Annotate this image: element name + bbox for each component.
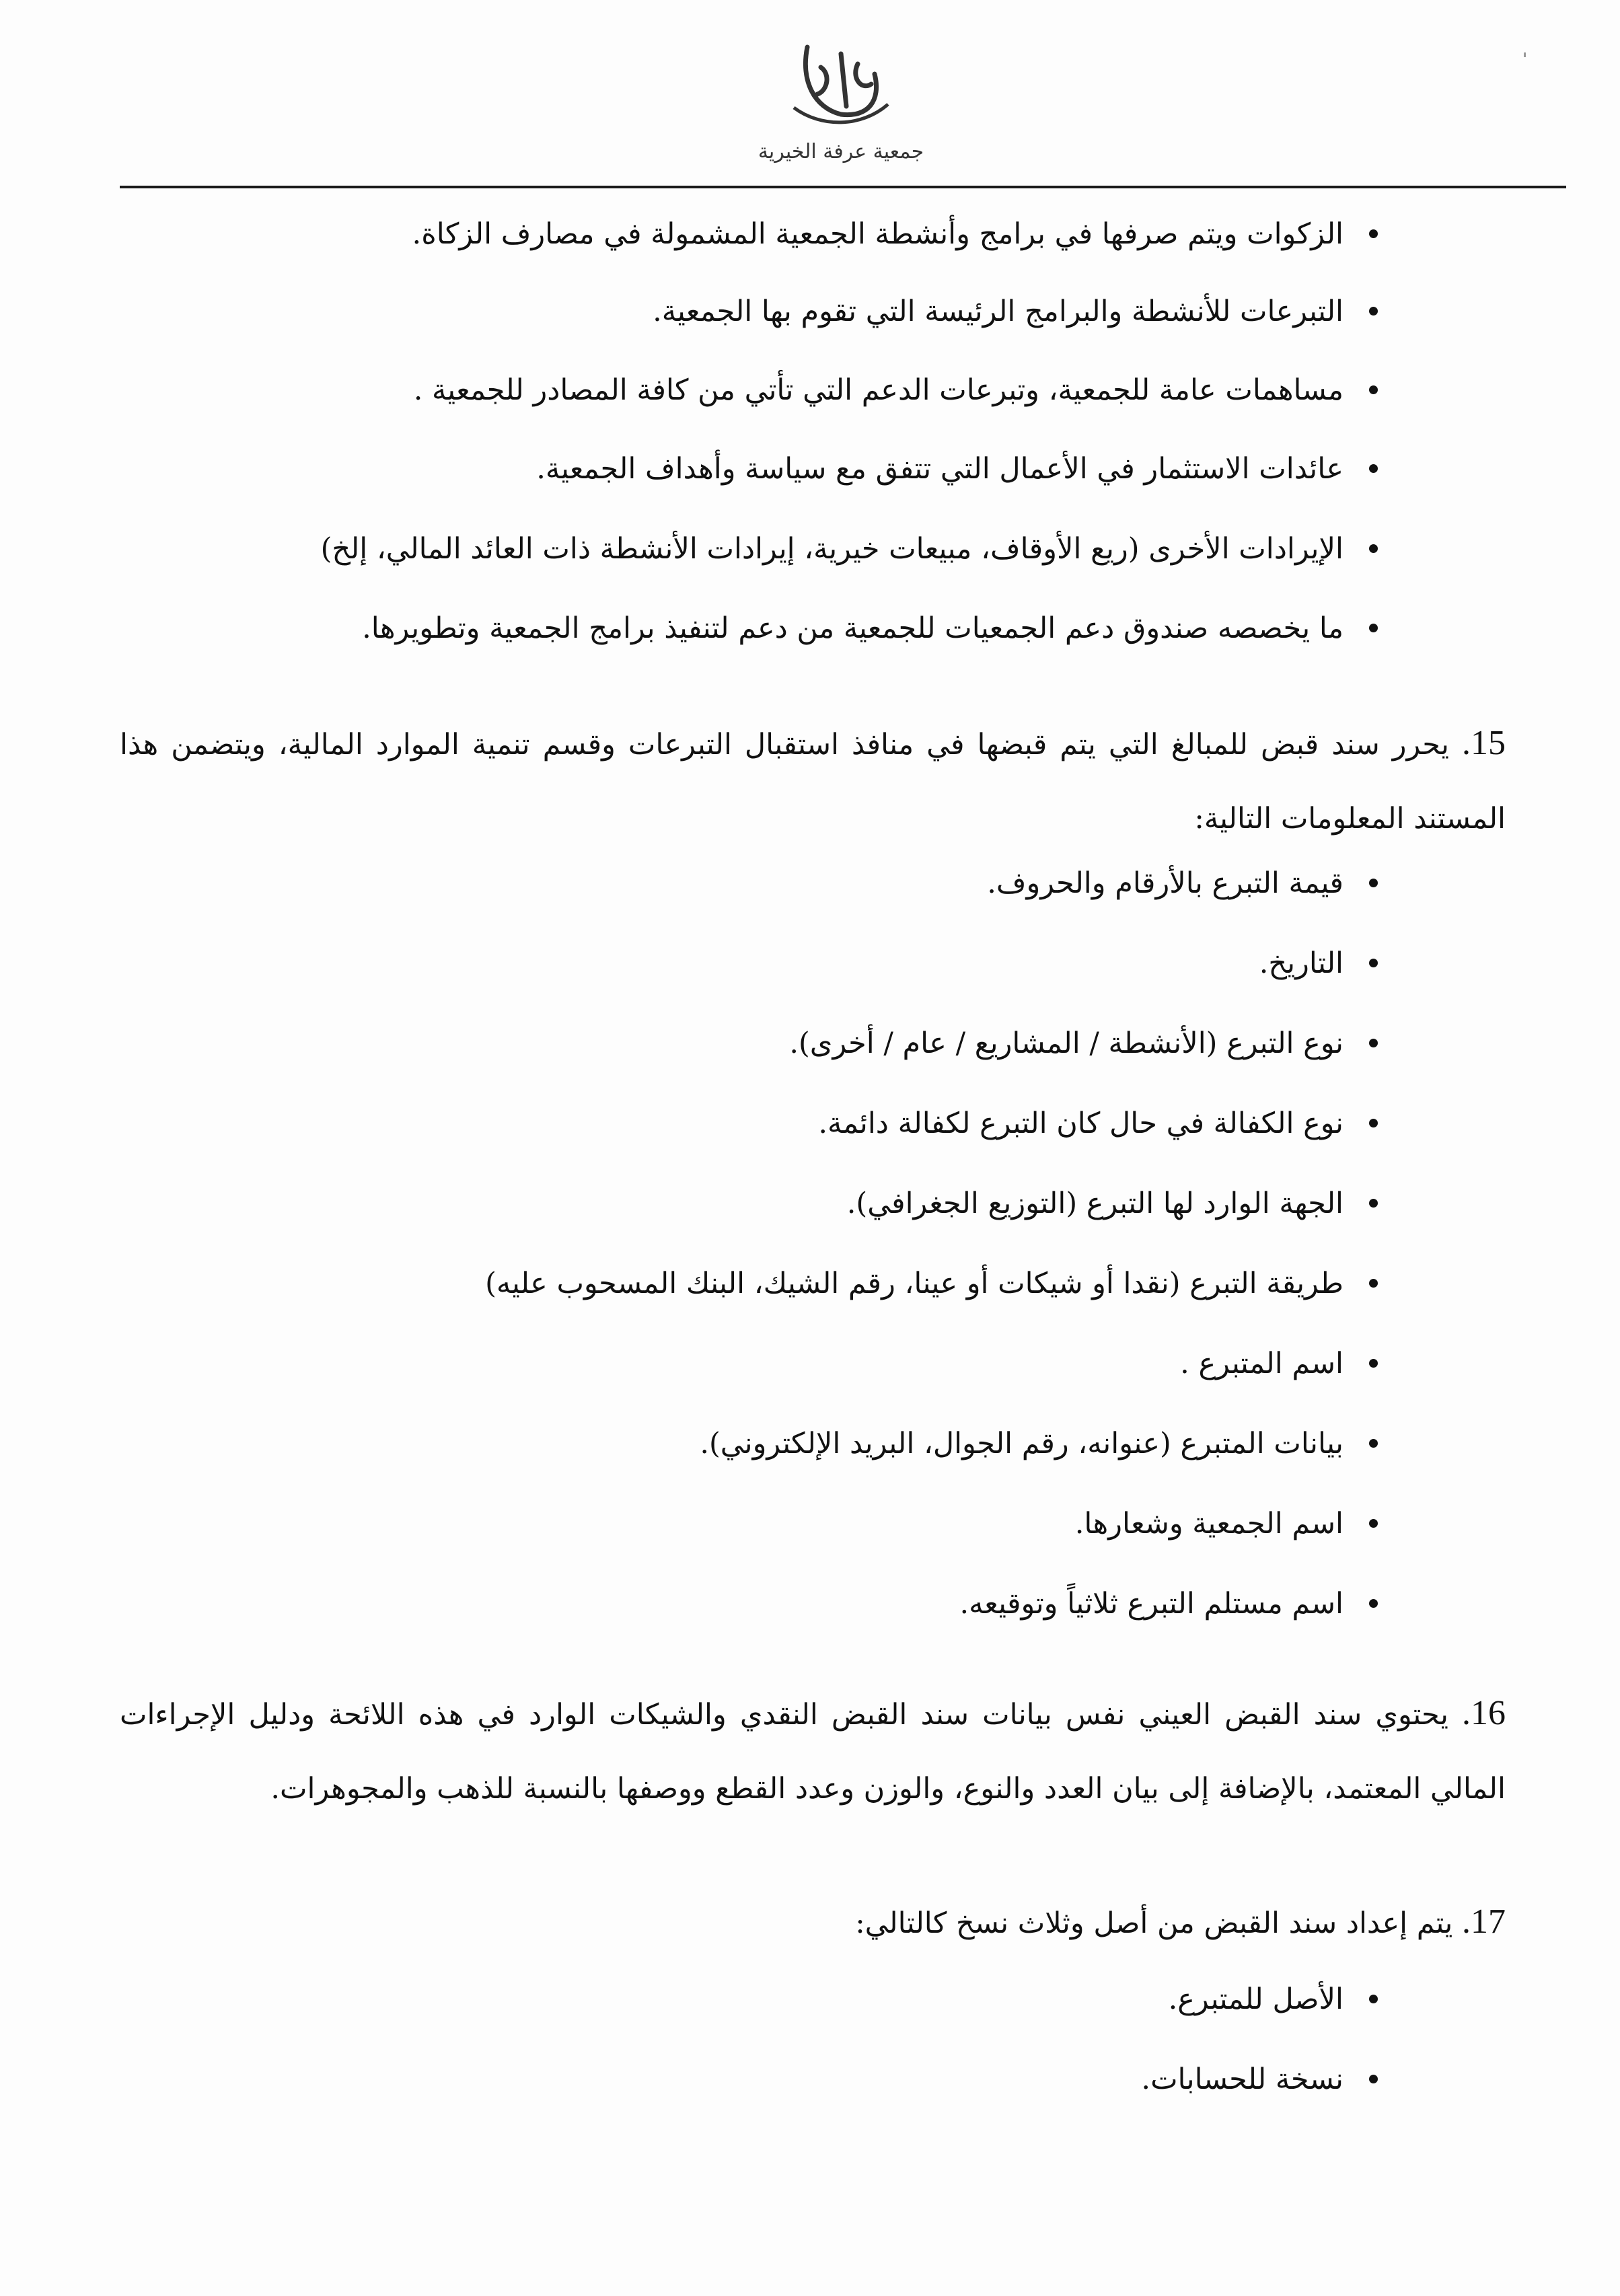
- logo-subtitle: جمعية عرفة الخيرية: [758, 140, 924, 163]
- list-item: الجهة الوارد لها التبرع (التوزيع الجغرافي).: [847, 1183, 1378, 1224]
- bullet-dot: [1369, 1279, 1378, 1288]
- bullet-dot: [1369, 1995, 1378, 2003]
- item-number: 16.: [1462, 1694, 1506, 1732]
- list-item: نسخة للحسابات.: [1141, 2059, 1378, 2100]
- bullet-dot: [1369, 307, 1378, 316]
- list-item: بيانات المتبرع (عنوانه، رقم الجوال، البريد الإلكتروني).: [700, 1423, 1378, 1464]
- paragraph-15: 15. يحرر سند قبض للمبالغ التي يتم قبضها في منافذ استقبال التبرعات وقسم تنمية الموارد المالية، ويتضمن هذا المستند المعلومات التالية:: [120, 724, 1506, 836]
- bullet-dot: [1369, 385, 1378, 394]
- bullet-dot: [1369, 879, 1378, 887]
- list-item: اسم مستلم التبرع ثلاثياً وتوقيعه.: [960, 1584, 1378, 1624]
- bullet-dot: [1369, 1599, 1378, 1608]
- item-number: 17.: [1462, 1902, 1506, 1941]
- bullet-dot: [1369, 544, 1378, 553]
- header-divider: [120, 186, 1566, 188]
- list-item: طريقة التبرع (نقدا أو شيكات أو عينا، رقم الشيك، البنك المسحوب عليه): [485, 1263, 1378, 1304]
- list-item: عائدات الاستثمار في الأعمال التي تتفق مع سياسة وأهداف الجمعية.: [536, 449, 1378, 489]
- list-item: التبرعات للأنشطة والبرامج الرئيسة التي تقوم بها الجمعية.: [653, 291, 1378, 332]
- list-item: ما يخصصه صندوق دعم الجمعيات للجمعية من دعم لتنفيذ برامج الجمعية وتطويرها.: [362, 608, 1378, 649]
- list-item: اسم المتبرع .: [1180, 1343, 1378, 1384]
- bullet-dot: [1369, 1359, 1378, 1368]
- list-item: الإيرادات الأخرى (ريع الأوقاف، مبيعات خيرية، إيرادات الأنشطة ذات العائد المالي، إلخ): [321, 529, 1378, 569]
- paragraph-17: 17. يتم إعداد سند القبض من أصل وثلاث نسخ كالتالي:: [855, 1902, 1506, 1941]
- bullet-dot: [1369, 229, 1378, 238]
- bullet-dot: [1369, 1519, 1378, 1528]
- association-logo: [758, 27, 924, 175]
- bullet-dot: [1369, 1439, 1378, 1448]
- bullet-dot: [1369, 959, 1378, 967]
- list-item: مساهمات عامة للجمعية، وتبرعات الدعم التي تأتي من كافة المصادر للجمعية .: [414, 370, 1378, 410]
- list-item: نوع الكفالة في حال كان التبرع لكفالة دائمة.: [818, 1103, 1378, 1144]
- list-item: التاريخ.: [1259, 943, 1378, 984]
- bullet-dot: [1369, 1199, 1378, 1208]
- bullet-dot: [1369, 464, 1378, 473]
- list-item: قيمة التبرع بالأرقام والحروف.: [987, 863, 1378, 903]
- list-item: الأصل للمتبرع.: [1169, 1979, 1378, 2020]
- list-item: اسم الجمعية وشعارها.: [1075, 1504, 1378, 1544]
- paragraph-16: 16. يحتوي سند القبض العيني نفس بيانات سند القبض النقدي والشيكات الوارد في هذه اللائحة ودليل الإجراءات المالي المعتمد، بالإضافة إلى بيان العدد والنوع، والوزن وعدد القطع ووصفها بالنسبة للذهب والمجوهرات.: [120, 1694, 1506, 1806]
- bullet-dot: [1369, 1119, 1378, 1127]
- scan-mark: [1524, 52, 1526, 57]
- bullet-dot: [1369, 624, 1378, 632]
- list-item: الزكوات ويتم صرفها في برامج وأنشطة الجمعية المشمولة في مصارف الزكاة.: [412, 214, 1378, 254]
- bullet-dot: [1369, 1039, 1378, 1047]
- item-number: 15.: [1462, 724, 1506, 762]
- bullet-dot: [1369, 2075, 1378, 2083]
- list-item: نوع التبرع (الأنشطة / المشاريع / عام / أخرى).: [789, 1023, 1378, 1064]
